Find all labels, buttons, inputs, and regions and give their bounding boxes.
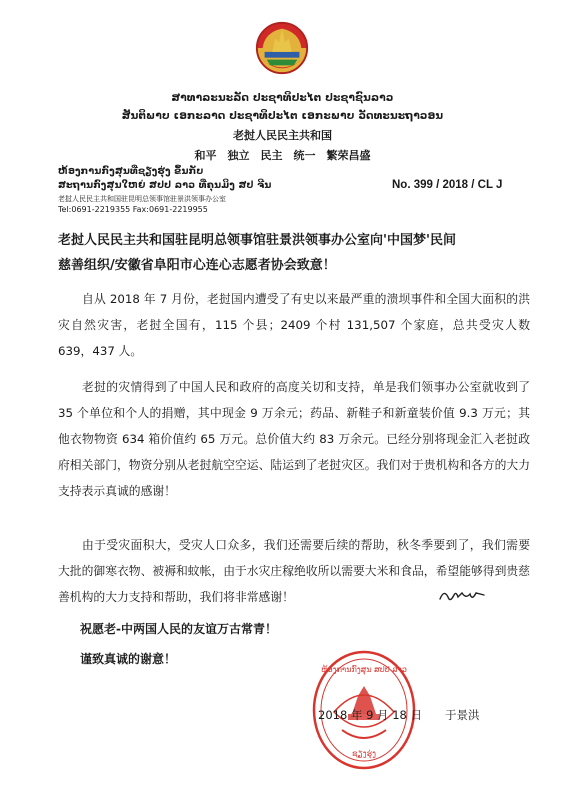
lao-republic-name: ສາທາລະນະລັດ ປະຊາທິປະໄຕ ປະຊາຊົນລາວ (171, 92, 394, 104)
body-paragraph-3: 由于受灾面积大，受灾人口众多，我们还需要后续的帮助，秋冬季要到了，我们需要大批的御寒衣物、被褥和蚊帐，由于水灾庄稼绝收所以需要大米和食品，希望能够得到贵慈善机构的大力支持和帮助，我们将非常感谢！ (58, 538, 530, 604)
office-lao-line2: ສະຖານກົງສຸນໃຫຍ່ ສປປ ລາວ ທີ່ຄຸນມິງ ສປ ຈີນ (58, 180, 272, 191)
date-and-place: 2018 年 9 月 18 日 于景洪 (318, 708, 480, 722)
office-name-cn: 老挝人民民主共和国驻昆明总领事馆驻景洪领事办公室 (58, 195, 226, 203)
country-name-cn: 老挝人民民主共和国 (233, 129, 332, 142)
body-paragraph-2: 老挝的灾情得到了中国人民和政府的高度关切和支持，单是我们领事办公室就收到了 35 个单位和个人的捐赠，其中现金 9 万余元；药品、新鞋子和新童装价值 9.3 万元；其他衣物物资 634 箱价值约 65 万元。总价值大约 83 万余元。已经分别将现金汇入老挝政府相关部门，物资分别从老挝航空空运、陆运到了老挝灾区。我们对于贵机构和各方的大力支持表示真诚的感谢！ (58, 380, 530, 498)
closing-thanks: 谨致真诚的谢意！ (80, 652, 177, 666)
motto-cn: 和平 独立 民主 统一 繁荣昌盛 (194, 149, 371, 162)
body-paragraph-1: 自从 2018 年 7 月份，老挝国内遭受了有史以来最严重的溃坝事件和全国大面积的洪灾自然灾害，老挝全国有，115 个县；2409 个村 131,507 个家庭，总共受灾人数 639，437 人。 (58, 292, 530, 358)
lao-motto: ສັນຕິພາບ ເອກະລາດ ປະຊາທິປະໄຕ ເອກະພາບ ວັດທະນະຖາວອນ (121, 110, 444, 122)
svg-text:ຊຽງຮຸ່ງ: ຊຽງຮຸ່ງ (352, 749, 376, 758)
national-emblem (253, 18, 311, 78)
letter-title-line1: 老挝人民民主共和国驻昆明总领事馆驻景洪领事办公室向'中国梦'民间 (58, 233, 456, 248)
closing-wish: 祝愿老-中两国人民的友谊万古常青！ (80, 622, 277, 636)
office-lao-line1: ຫ້ອງການກົງສຸນທີ່ຊຽງຮຸ່ງ ຂຶ້ນກັບ (58, 166, 204, 177)
reference-number: No. 399 / 2018 / CL J (392, 179, 503, 191)
svg-text:ຫ້ອງການກົງສຸນ ສປປ ລາວ: ຫ້ອງການກົງສຸນ ສປປ ລາວ (321, 665, 407, 674)
office-contact: Tel:0691-2219355 Fax:0691-2219955 (58, 205, 208, 214)
letter-title-line2: 慈善组织/安徽省阜阳市心连心志愿者协会致意！ (58, 258, 336, 273)
handwritten-initials (436, 585, 488, 607)
